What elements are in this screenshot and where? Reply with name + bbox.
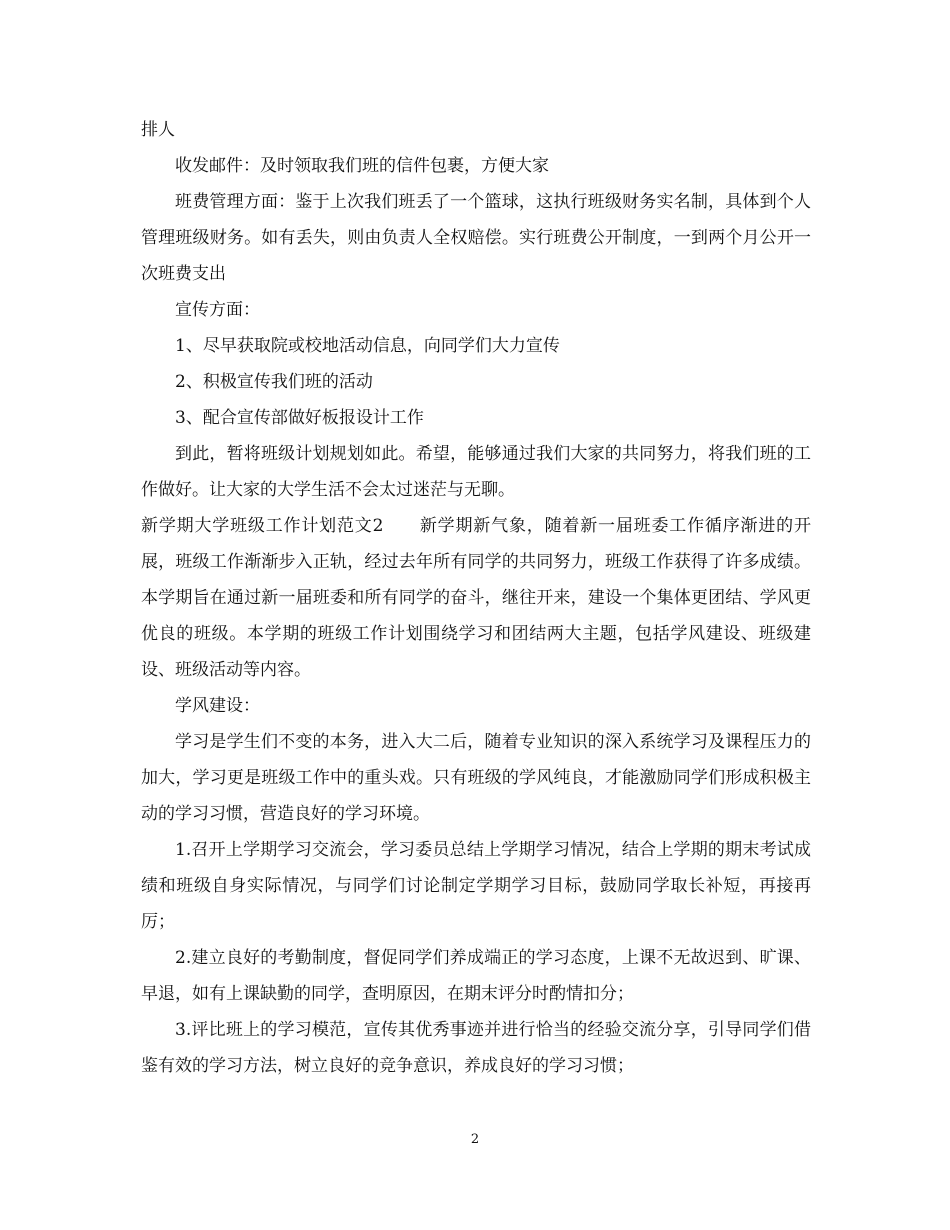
list-item-publicity-3: 3、配合宣传部做好板报设计工作	[175, 408, 424, 428]
list-item-study-2: 2.建立良好的考勤制度，督促同学们养成端正的学习态度，上课不无故迟到、旷课、早退，如有上课缺勤的同学，查明原因，在期末评分时酌情扣分；	[141, 948, 811, 1004]
list-item-study-1: 1.召开上学期学习交流会，学习委员总结上学期学习情况，结合上学期的期末考试成绩和班级自身实际情况，与同学们讨论制定学期学习目标，鼓励同学取长补短，再接再厉；	[141, 840, 811, 932]
document-body	[141, 112, 811, 1084]
paragraph-sample-2-intro: 新学期大学班级工作计划范文2 新学期新气象，随着新一届班委工作循序渐进的开展，班级工作渐渐步入正轨，经过去年所有同学的共同努力，班级工作获得了许多成绩。本学期旨在通过新一届班委和所有同学的奋斗，继往开来，建设一个集体更团结、学风更优良的班级。本学期的班级工作计划围绕学习和团结两大主题，包括学风建设、班级建设、班级活动等内容。	[141, 516, 811, 680]
paragraph-study-importance: 学习是学生们不变的本务，进入大二后，随着专业知识的深入系统学习及课程压力的加大，学习更是班级工作中的重头戏。只有班级的学风纯良，才能激励同学们形成积极主动的学习习惯，营造良好的学习环境。	[141, 732, 811, 824]
paragraph-conclusion: 到此，暂将班级计划规划如此。希望，能够通过我们大家的共同努力，将我们班的工作做好。让大家的大学生活不会太过迷茫与无聊。	[141, 444, 811, 500]
paragraph-continuation: 排人	[141, 120, 175, 140]
paragraph-study-style-heading: 学风建设：	[175, 696, 260, 716]
paragraph-mail: 收发邮件：及时领取我们班的信件包裹，方便大家	[175, 156, 549, 176]
list-item-study-3: 3.评比班上的学习模范，宣传其优秀事迹并进行恰当的经验交流分享，引导同学们借鉴有效的学习方法，树立良好的竞争意识，养成良好的学习习惯；	[141, 1020, 811, 1076]
paragraph-class-fee: 班费管理方面：鉴于上次我们班丢了一个篮球，这执行班级财务实名制，具体到个人管理班级财务。如有丢失，则由负责人全权赔偿。实行班费公开制度，一到两个月公开一次班费支出	[141, 192, 811, 284]
list-item-publicity-1: 1、尽早获取院或校地活动信息，向同学们大力宣传	[175, 336, 560, 356]
paragraph-publicity-heading: 宣传方面：	[175, 300, 260, 320]
list-item-publicity-2: 2、积极宣传我们班的活动	[175, 372, 373, 392]
page-number: 2	[470, 1132, 480, 1147]
